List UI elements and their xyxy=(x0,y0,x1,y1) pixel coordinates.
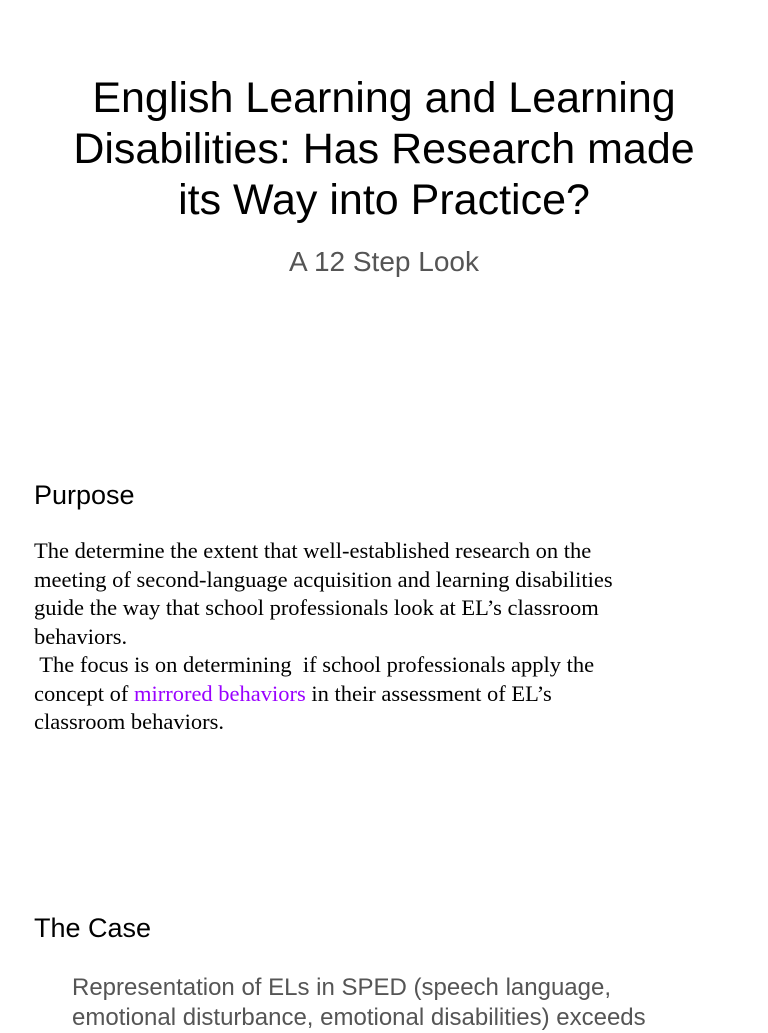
case-line-2: emotional disturbance, emotional disabilities) exceeds xyxy=(72,1004,646,1031)
purpose-line-2: meeting of second-language acquisition and learning disabilities xyxy=(34,566,613,592)
purpose-line-4: behaviors. xyxy=(34,623,128,649)
title-line-3: its Way into Practice? xyxy=(178,176,590,224)
title-line-2: Disabilities: Has Research made xyxy=(73,125,695,173)
the-case-heading: The Case xyxy=(34,913,152,943)
purpose-body xyxy=(34,537,734,737)
purpose-line-7: classroom behaviors. xyxy=(34,709,224,734)
mirrored-behaviors-link[interactable]: mirrored behaviors xyxy=(133,680,306,706)
purpose-line-3: guide the way that school professionals look at EL’s classroom xyxy=(34,595,599,620)
case-line-1: Representation of ELs in SPED (speech language, xyxy=(72,974,612,1001)
the-case-body xyxy=(72,973,752,1033)
slide-subtitle: A 12 Step Look xyxy=(289,246,479,277)
purpose-line-6-after: in their assessment of EL’s xyxy=(305,680,552,706)
title-line-1: English Learning and Learning xyxy=(92,74,676,122)
purpose-line-5: The focus is on determining if school professionals apply the xyxy=(34,652,595,677)
purpose-line-1: The determine the extent that well-established research on the xyxy=(34,538,592,563)
slide-title xyxy=(0,73,768,226)
purpose-heading: Purpose xyxy=(34,480,135,510)
purpose-line-6-before: concept of xyxy=(34,680,134,706)
